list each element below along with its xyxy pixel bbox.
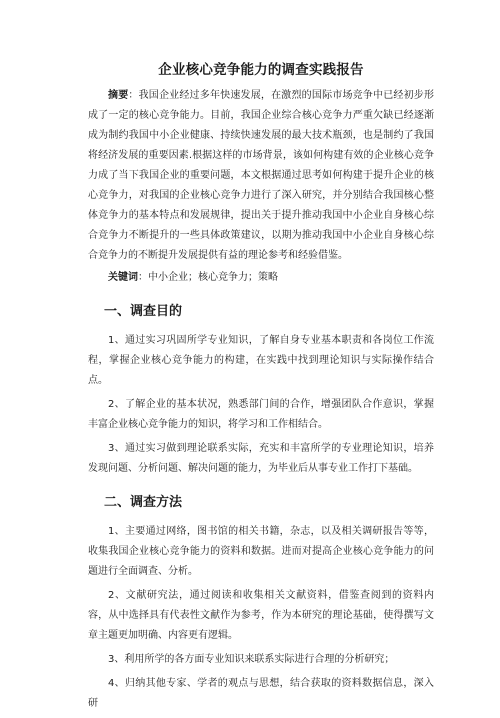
abstract-paragraph <box>88 86 434 266</box>
method-paragraph-2: 2、文献研究法，通过阅读和收集相关文献资料，借鉴查阅到的资料内容，从中选择具有代表性文献作为参考，作为本研究的理论基础，使得撰写文章主题更加明确、内容更有逻辑。 <box>88 590 434 641</box>
abstract-label: 摘要 <box>108 90 129 101</box>
method-paragraph-4: 4、归纳其他专家、学者的观点与思想，结合获取的资料数据信息，深入研 <box>88 678 434 709</box>
section-heading-method: 二、调查方法 <box>104 495 183 510</box>
page-title: 企业核心竞争能力的调查实践报告 <box>158 62 364 78</box>
purpose-paragraph-1: 1、通过实习巩固所学专业知识，了解自身专业基本职责和各岗位工作流程，掌握企业核心竞争能力的构建，在实践中找到理论知识与实际操作结合点。 <box>88 335 434 386</box>
section-heading-purpose: 一、调查目的 <box>104 304 183 319</box>
method-paragraph-1: 1、主要通过网络，图书馆的相关书籍，杂志，以及相关调研报告等等，收集我国企业核心竞争能力的资料和数据。进而对提高企业核心竞争能力的问题进行全面调查、分析。 <box>88 526 434 577</box>
purpose-paragraph-2: 2、了解企业的基本状况，熟悉部门间的合作，增强团队合作意识，掌握丰富企业核心竞争能力的知识，将学习和工作相结合。 <box>88 399 434 430</box>
document-page <box>88 58 434 718</box>
keywords-line <box>88 268 434 288</box>
abstract-text: ：我国企业经过多年快速发展，在激烈的国际市场竞争中已经初步形成了一定的核心竞争能力。目前，我国企业综合核心竞争力严重欠缺已经逐渐成为制约我国中小企业健康、持续快速发展的最大技术瓶颈，也是制约了我国将经济发展的重要因素.根据这样的市场背景，该如何构建有效的企业核心竞争力成了当下我国企业的重要问题，本文根据通过思考如何构建于提升企业的核心竞争力，对我国的企业核心竞争力进行了深入研究，并分别结合我国核心整体竞争力的基本特点和发展规律，提出关于提升推动我国中小企业自身核心综合竞争力不断提升的一些具体政策建议，以期为推动我国中小企业自身核心综合竞争力的不断提升发展提供有益的理论参考和经验借鉴。 <box>88 90 435 261</box>
purpose-paragraph-3: 3、通过实习做到理论联系实际，充实和丰富所学的专业理论知识，培养发现问题、分析问题、解决问题的能力，为毕业后从事专业工作打下基础。 <box>88 443 434 474</box>
keywords-label: 关键词 <box>108 272 138 283</box>
keywords-text: ：中小企业；核心竞争力；策略 <box>138 272 278 283</box>
method-paragraph-3: 3、利用所学的各方面专业知识来联系实际进行合理的分析研究； <box>108 654 395 665</box>
